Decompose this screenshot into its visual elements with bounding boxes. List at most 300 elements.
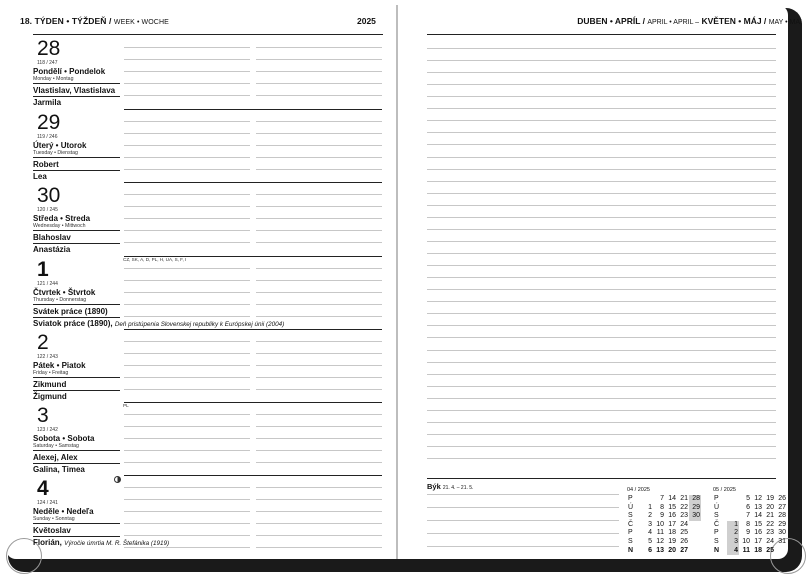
day-separator	[124, 109, 382, 110]
calendar-day[interactable]: 2	[727, 529, 739, 538]
nameday-cz: Vlastislav, Vlastislava	[33, 86, 116, 95]
calendar-day[interactable]: 5	[648, 537, 652, 545]
calendar-day[interactable]: 29	[778, 520, 786, 528]
calendar-day[interactable]: 28	[689, 495, 701, 504]
calendar-day[interactable]	[727, 504, 739, 513]
weekday-label: Č	[628, 520, 634, 528]
writing-line[interactable]	[124, 377, 250, 378]
notes-line[interactable]	[427, 217, 776, 218]
calendar-day[interactable]: 6	[648, 546, 652, 554]
calendar-day[interactable]: 7	[660, 495, 664, 502]
writing-line[interactable]	[256, 365, 382, 366]
day-number: 30	[37, 184, 61, 207]
mini-calendar-row	[627, 495, 701, 504]
weekday-label: S	[628, 537, 633, 545]
calendar-day[interactable]: 18	[668, 529, 676, 537]
writing-line[interactable]	[256, 511, 382, 512]
header-rule-right	[427, 34, 776, 35]
holiday-countries-saturday: PL	[123, 403, 129, 408]
calendar-day[interactable]: 13	[754, 503, 762, 511]
writing-line[interactable]	[256, 121, 382, 122]
day-separator	[124, 475, 382, 476]
calendar-day[interactable]: 24	[766, 537, 774, 545]
zodiac-range: 21. 4. – 21. 5.	[442, 485, 474, 491]
weekday-label: P	[714, 495, 719, 502]
calendar-day[interactable]: 18	[754, 546, 762, 554]
writing-line[interactable]	[124, 59, 250, 60]
calendar-day[interactable]: 7	[746, 512, 750, 520]
calendar-day[interactable]	[689, 521, 701, 530]
header-rule-left	[33, 34, 383, 35]
writing-line[interactable]	[124, 145, 250, 146]
writing-line[interactable]	[256, 304, 382, 305]
calendar-day[interactable]: 8	[660, 503, 664, 511]
mini-calendar-grid	[713, 495, 787, 555]
month-header	[577, 16, 802, 26]
writing-line[interactable]	[124, 71, 250, 72]
calendar-day[interactable]: 12	[754, 495, 762, 502]
nameday-sk-text: Anastázia	[33, 245, 71, 254]
weekday-label: N	[714, 546, 720, 554]
writing-line[interactable]	[256, 133, 382, 134]
calendar-day[interactable]	[641, 495, 653, 504]
calendar-day[interactable]: 31	[778, 537, 786, 545]
nameday-note: Výročie úmrtia M. R. Štefánika (1919)	[64, 540, 170, 547]
writing-line[interactable]	[124, 365, 250, 366]
writing-line[interactable]	[256, 230, 382, 231]
day-name: Sobota • Sobota	[33, 434, 95, 443]
month-en-de-2: MAY • MAI	[768, 19, 802, 26]
day-label-rule	[33, 230, 120, 231]
day-separator	[124, 329, 382, 330]
writing-line[interactable]	[256, 414, 382, 415]
calendar-day[interactable]: 20	[668, 546, 676, 554]
mini-calendar-title: 04 / 2025	[627, 487, 650, 493]
writing-line[interactable]	[124, 121, 250, 122]
day-separator	[124, 182, 382, 183]
day-separator	[124, 402, 382, 403]
mini-calendar-row	[627, 529, 701, 538]
calendar-day[interactable]: 10	[742, 537, 750, 545]
writing-line[interactable]	[256, 499, 382, 500]
writing-line[interactable]	[124, 95, 250, 96]
calendar-day[interactable]: 27	[778, 503, 786, 511]
calendar-day[interactable]: 9	[746, 529, 750, 537]
nameday-sk-text: Lea	[33, 172, 47, 181]
nameday-cz: Robert	[33, 160, 59, 169]
writing-line[interactable]	[256, 426, 382, 427]
notes-line[interactable]	[427, 193, 776, 194]
weekday-label: Ú	[714, 503, 720, 511]
calendar-day[interactable]: 9	[660, 512, 664, 520]
calendar-day[interactable]: 25	[766, 546, 774, 554]
notes-line[interactable]	[427, 350, 776, 351]
nameday-sk	[33, 392, 67, 401]
notes-line[interactable]	[427, 265, 776, 266]
calendar-day[interactable]: 25	[680, 529, 688, 537]
writing-line[interactable]	[256, 95, 382, 96]
notes-line[interactable]	[427, 533, 619, 534]
calendar-day[interactable]	[689, 547, 701, 556]
notes-line[interactable]	[427, 72, 776, 73]
calendar-day[interactable]	[727, 512, 739, 521]
nameday-sk-text: Sviatok práce (1890),	[33, 319, 113, 328]
day-label-rule	[33, 304, 120, 305]
month-cz-sk-2: KVĚTEN • MÁJ /	[701, 16, 767, 26]
day-label-rule	[33, 83, 120, 84]
nameday-sk	[33, 465, 85, 474]
day-number: 3	[37, 404, 49, 427]
writing-line[interactable]	[256, 194, 382, 195]
calendar-day[interactable]: 14	[754, 512, 762, 520]
nameday-sk	[33, 538, 169, 547]
notes-line[interactable]	[427, 362, 776, 363]
weekday-label: Č	[714, 520, 720, 528]
nameday-sk-text: Jarmila	[33, 98, 62, 107]
notes-line[interactable]	[427, 398, 776, 399]
day-number: 4	[37, 477, 49, 500]
notes-line[interactable]	[427, 120, 776, 121]
calendar-day[interactable]: 1	[727, 521, 739, 530]
nameday-rule	[33, 317, 120, 318]
day-name-en-de: Tuesday • Dienstag	[33, 150, 78, 156]
writing-line[interactable]	[256, 462, 382, 463]
day-of-year: 121 / 244	[37, 281, 58, 287]
calendar-day[interactable]: 21	[766, 512, 774, 520]
calendar-day[interactable]: 11	[656, 529, 664, 537]
notes-line[interactable]	[427, 494, 619, 495]
notes-line[interactable]	[427, 157, 776, 158]
writing-line[interactable]	[256, 242, 382, 243]
nameday-sk	[33, 172, 47, 181]
writing-line[interactable]	[124, 133, 250, 134]
writing-line[interactable]	[256, 316, 382, 317]
day-number: 1	[37, 258, 49, 281]
page-gutter	[396, 5, 398, 559]
day-label-rule	[33, 523, 120, 524]
nameday-sk	[33, 319, 284, 328]
notes-bottom-rule	[427, 478, 776, 479]
nameday-note: Deň pristúpenia Slovenskej republiky k Európskej únii (2004)	[114, 321, 285, 328]
notes-line[interactable]	[427, 386, 776, 387]
notes-line[interactable]	[427, 253, 776, 254]
weekday-label: S	[628, 512, 633, 520]
writing-line[interactable]	[124, 389, 250, 390]
writing-line[interactable]	[124, 83, 250, 84]
day-name: Úterý • Utorok	[33, 141, 87, 150]
writing-line[interactable]	[256, 157, 382, 158]
zodiac-sign	[427, 482, 473, 491]
day-name-en-de: Wednesday • Mittwoch	[33, 223, 86, 229]
calendar-day[interactable]: 16	[668, 512, 676, 520]
day-name-en-de: Thursday • Donnerstag	[33, 297, 87, 303]
writing-line[interactable]	[256, 377, 382, 378]
notes-line[interactable]	[427, 205, 776, 206]
week-label: 18. TÝDEN • TÝŽDEŇ /	[20, 16, 112, 26]
weekday-label: P	[628, 495, 633, 502]
notes-line[interactable]	[427, 507, 619, 508]
weekday-label: P	[628, 529, 633, 537]
mini-calendar-row	[713, 504, 787, 513]
calendar-day[interactable]: 29	[689, 504, 701, 513]
nameday-cz: Alexej, Alex	[33, 453, 78, 462]
nameday-cz: Zikmund	[33, 380, 67, 389]
nameday-sk	[33, 98, 61, 107]
nameday-rule	[33, 96, 120, 97]
nameday-cz: Svátek práce (1890)	[33, 307, 108, 316]
calendar-day[interactable]: 5	[746, 495, 750, 502]
writing-line[interactable]	[256, 292, 382, 293]
notes-line[interactable]	[427, 132, 776, 133]
writing-line[interactable]	[124, 523, 250, 524]
calendar-day[interactable]: 20	[766, 503, 774, 511]
notes-line[interactable]	[427, 313, 776, 314]
writing-line[interactable]	[124, 353, 250, 354]
writing-line[interactable]	[256, 268, 382, 269]
day-of-year: 123 / 242	[37, 427, 58, 433]
calendar-day[interactable]: 22	[766, 520, 774, 528]
writing-line[interactable]	[124, 206, 250, 207]
writing-line[interactable]	[256, 218, 382, 219]
writing-line[interactable]	[124, 194, 250, 195]
calendar-day[interactable]: 21	[680, 495, 688, 502]
weekday-label: P	[714, 529, 719, 537]
day-of-year: 124 / 241	[37, 500, 58, 506]
writing-line[interactable]	[256, 145, 382, 146]
calendar-day[interactable]: 1	[648, 503, 652, 511]
writing-line[interactable]	[124, 230, 250, 231]
right-page	[398, 5, 788, 559]
day-name: Čtvrtek • Štvrtok	[33, 288, 96, 297]
calendar-day[interactable]: 13	[656, 546, 664, 554]
mini-calendar-row	[713, 547, 787, 556]
day-name: Neděle • Nedeľa	[33, 507, 94, 516]
nameday-sk-text: Galina, Timea	[33, 465, 85, 474]
week-header	[20, 16, 169, 26]
writing-line[interactable]	[124, 157, 250, 158]
calendar-day[interactable]: 6	[746, 503, 750, 511]
calendar-day[interactable]: 15	[668, 503, 676, 511]
day-label-rule	[33, 377, 120, 378]
calendar-day[interactable]: 17	[668, 520, 676, 528]
notes-line[interactable]	[427, 108, 776, 109]
calendar-day[interactable]: 19	[766, 495, 774, 502]
notes-line[interactable]	[427, 458, 776, 459]
writing-line[interactable]	[124, 535, 250, 536]
mini-calendar-row	[713, 529, 787, 538]
writing-line[interactable]	[256, 83, 382, 84]
calendar-day[interactable]: 26	[778, 495, 786, 502]
calendar-day[interactable]: 17	[754, 537, 762, 545]
nameday-cz: Blahoslav	[33, 233, 71, 242]
month-en-de: APRIL • APRIL –	[647, 19, 700, 26]
calendar-day[interactable]: 15	[754, 520, 762, 528]
notes-line[interactable]	[427, 48, 776, 49]
calendar-day[interactable]	[775, 547, 787, 556]
calendar-day[interactable]: 2	[648, 512, 652, 520]
calendar-day[interactable]: 28	[778, 512, 786, 520]
writing-line[interactable]	[124, 462, 250, 463]
calendar-day[interactable]: 14	[668, 495, 676, 502]
notes-line[interactable]	[427, 546, 619, 547]
mini-calendar-row	[713, 512, 787, 521]
writing-line[interactable]	[124, 341, 250, 342]
weekday-label: S	[714, 537, 719, 545]
calendar-day[interactable]: 30	[689, 512, 701, 521]
calendar-day[interactable]: 23	[680, 512, 688, 520]
day-number: 2	[37, 331, 49, 354]
notes-line[interactable]	[427, 446, 776, 447]
day-number: 29	[37, 111, 61, 134]
writing-line[interactable]	[124, 292, 250, 293]
writing-line[interactable]	[256, 280, 382, 281]
writing-line[interactable]	[124, 169, 250, 170]
calendar-day[interactable]: 10	[656, 520, 664, 528]
mini-calendar-row	[627, 521, 701, 530]
writing-line[interactable]	[256, 59, 382, 60]
notes-line[interactable]	[427, 60, 776, 61]
calendar-day[interactable]: 11	[742, 546, 750, 554]
moon-phase-icon	[114, 476, 121, 483]
calendar-day[interactable]: 24	[680, 520, 688, 528]
day-name-en-de: Saturday • Samstag	[33, 443, 79, 449]
day-of-year: 120 / 245	[37, 207, 58, 213]
day-number: 28	[37, 37, 61, 60]
notes-line[interactable]	[427, 410, 776, 411]
mini-calendar-grid	[627, 495, 701, 555]
holiday-countries-thursday: CZ, SK, A, D, PL, H, UA, S, F, I	[123, 257, 187, 262]
calendar-day[interactable]: 4	[727, 547, 739, 556]
notes-line[interactable]	[427, 181, 776, 182]
calendar-day[interactable]: 22	[680, 503, 688, 511]
nameday-rule	[33, 536, 120, 537]
nameday-rule	[33, 170, 120, 171]
mini-calendar-row	[627, 512, 701, 521]
day-of-year: 122 / 243	[37, 354, 58, 360]
notes-line[interactable]	[427, 169, 776, 170]
calendar-day[interactable]: 16	[754, 529, 762, 537]
notes-line[interactable]	[427, 96, 776, 97]
writing-line[interactable]	[124, 242, 250, 243]
year-label: 2025	[357, 16, 376, 26]
writing-line[interactable]	[256, 389, 382, 390]
writing-line[interactable]	[124, 47, 250, 48]
writing-line[interactable]	[256, 487, 382, 488]
calendar-day[interactable]: 19	[668, 537, 676, 545]
writing-line[interactable]	[256, 71, 382, 72]
notes-line[interactable]	[427, 325, 776, 326]
calendar-day[interactable]: 4	[648, 529, 652, 537]
writing-line[interactable]	[124, 487, 250, 488]
nameday-sk-text: Florián,	[33, 538, 62, 547]
notes-line[interactable]	[427, 289, 776, 290]
writing-line[interactable]	[256, 523, 382, 524]
nameday-rule	[33, 390, 120, 391]
writing-line[interactable]	[124, 450, 250, 451]
mini-calendar-row	[627, 538, 701, 547]
notes-line[interactable]	[427, 229, 776, 230]
calendar-day[interactable]: 30	[778, 529, 786, 537]
mini-calendar-april	[627, 487, 701, 555]
mini-calendar-row	[627, 504, 701, 513]
mini-calendar-row	[627, 547, 701, 556]
writing-line[interactable]	[256, 353, 382, 354]
notes-line[interactable]	[427, 84, 776, 85]
notes-line[interactable]	[427, 301, 776, 302]
notes-line[interactable]	[427, 144, 776, 145]
notes-line[interactable]	[427, 374, 776, 375]
nameday-rule	[33, 243, 120, 244]
calendar-day[interactable]: 12	[656, 537, 664, 545]
writing-line[interactable]	[256, 206, 382, 207]
notes-line[interactable]	[427, 434, 776, 435]
notes-line[interactable]	[427, 277, 776, 278]
calendar-day[interactable]	[689, 538, 701, 547]
day-name-en-de: Monday • Montag	[33, 76, 74, 82]
writing-line[interactable]	[124, 316, 250, 317]
writing-line[interactable]	[124, 414, 250, 415]
calendar-day[interactable]: 3	[648, 520, 652, 528]
notes-line[interactable]	[427, 520, 619, 521]
calendar-day[interactable]: 26	[680, 537, 688, 545]
month-cz-sk: DUBEN • APRÍL /	[577, 16, 645, 26]
calendar-day[interactable]	[689, 529, 701, 538]
calendar-day[interactable]: 8	[746, 520, 750, 528]
notes-line[interactable]	[427, 422, 776, 423]
writing-line[interactable]	[124, 304, 250, 305]
calendar-day[interactable]: 3	[727, 538, 739, 547]
calendar-day[interactable]: 27	[680, 546, 688, 554]
writing-line[interactable]	[124, 280, 250, 281]
writing-line[interactable]	[124, 438, 250, 439]
calendar-day[interactable]	[727, 495, 739, 504]
zodiac-name: Býk	[427, 482, 441, 491]
day-of-year: 118 / 247	[37, 60, 58, 66]
calendar-day[interactable]: 23	[766, 529, 774, 537]
writing-line[interactable]	[124, 426, 250, 427]
writing-line[interactable]	[124, 511, 250, 512]
writing-line[interactable]	[124, 218, 250, 219]
nameday-sk-text: Žigmund	[33, 392, 67, 401]
day-of-year: 119 / 246	[37, 134, 58, 140]
writing-line[interactable]	[124, 499, 250, 500]
weekday-label: S	[714, 512, 719, 520]
notes-line[interactable]	[427, 337, 776, 338]
notes-line[interactable]	[427, 241, 776, 242]
writing-line[interactable]	[256, 169, 382, 170]
writing-line[interactable]	[124, 268, 250, 269]
nameday-rule	[33, 463, 120, 464]
writing-line[interactable]	[256, 450, 382, 451]
writing-line[interactable]	[256, 438, 382, 439]
weekday-label: Ú	[628, 503, 634, 511]
weekday-label: N	[628, 546, 634, 554]
mini-calendar-may	[713, 487, 787, 555]
writing-line[interactable]	[256, 547, 382, 548]
writing-line[interactable]	[256, 47, 382, 48]
day-name-en-de: Friday • Freitag	[33, 370, 69, 376]
day-label-rule	[33, 450, 120, 451]
mini-calendar-title: 05 / 2025	[713, 487, 736, 493]
writing-line[interactable]	[256, 535, 382, 536]
mini-calendar-row	[713, 538, 787, 547]
week-label-sub: WEEK • WOCHE	[113, 19, 169, 26]
mini-calendar-row	[713, 495, 787, 504]
writing-line[interactable]	[256, 341, 382, 342]
day-name: Pondělí • Pondelok	[33, 67, 106, 76]
writing-line[interactable]	[124, 547, 250, 548]
day-name-en-de: Sunday • Sonntag	[33, 516, 75, 522]
